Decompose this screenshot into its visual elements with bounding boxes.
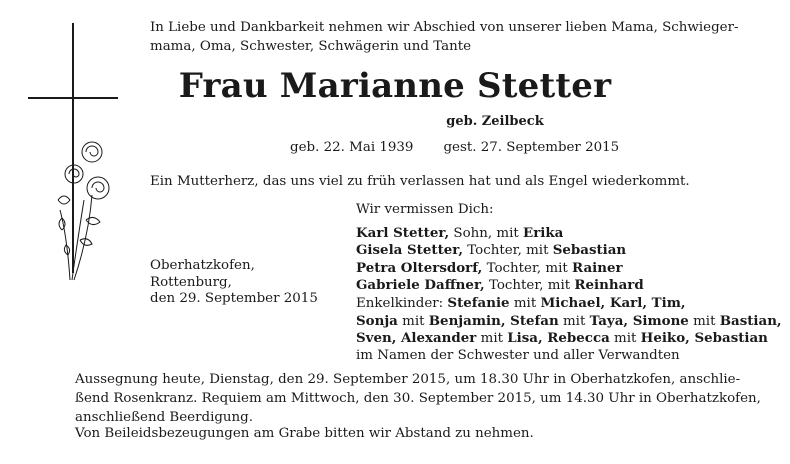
- place-and-date: [150, 258, 318, 308]
- birth-date: geb. 22. Mai 1939: [290, 140, 414, 155]
- roses-icon: [50, 130, 120, 290]
- intro-line: mama, Oma, Schwester, Schwägerin und Tante: [150, 39, 472, 54]
- funeral-line: Aussegnung heute, Dienstag, den 29. September 2015, um 18.30 Uhr in Oberhatzkofen, anschlie-: [75, 372, 741, 387]
- place-line: den 29. September 2015: [150, 291, 318, 307]
- place-line: Oberhatzkofen,: [150, 258, 255, 273]
- death-date: gest. 27. September 2015: [443, 140, 620, 155]
- mourner-row: Karl Stetter, Sohn, mit Erika: [356, 224, 564, 241]
- mourners-list: [356, 202, 782, 364]
- funeral-info: [75, 370, 761, 427]
- mourner-row: Sven, Alexander mit Lisa, Rebecca mit Heiko, Sebastian: [356, 330, 768, 347]
- mourner-row: Gisela Stetter, Tochter, mit Sebastian: [356, 242, 627, 259]
- place-line: Rottenburg,: [150, 274, 232, 290]
- life-dates: [290, 140, 649, 155]
- condolence-note: Von Beileidsbezeugungen am Grabe bitten wir Abstand zu nehmen.: [75, 426, 534, 441]
- funeral-line: ßend Rosenkranz. Requiem am Mittwoch, den 30. September 2015, um 14.30 Uhr in Oberhatzkofen,: [75, 391, 761, 406]
- mourner-row: im Namen der Schwester und aller Verwandten: [356, 347, 680, 363]
- memorial-quote: Ein Mutterherz, das uns viel zu früh verlassen hat und als Engel wiederkommt.: [150, 174, 690, 189]
- mourner-row: Gabriele Daffner, Tochter, mit Reinhard: [356, 277, 644, 294]
- funeral-line: anschließend Beerdigung.: [75, 410, 254, 425]
- mourner-row: Enkelkinder: Stefanie mit Michael, Karl, Tim,: [356, 294, 686, 311]
- mourner-row: Sonja mit Benjamin, Stefan mit Taya, Simone mit Bastian,: [356, 312, 782, 329]
- mourners-heading: Wir vermissen Dich:: [356, 202, 494, 217]
- intro-line: In Liebe und Dankbarkeit nehmen wir Abschied von unserer lieben Mama, Schwieger-: [150, 20, 739, 35]
- intro-text: [150, 18, 739, 56]
- deceased-name: Frau Marianne Stetter: [178, 66, 612, 106]
- mourner-row: Petra Oltersdorf, Tochter, mit Rainer: [356, 259, 623, 276]
- maiden-name: geb. Zeilbeck: [446, 114, 544, 129]
